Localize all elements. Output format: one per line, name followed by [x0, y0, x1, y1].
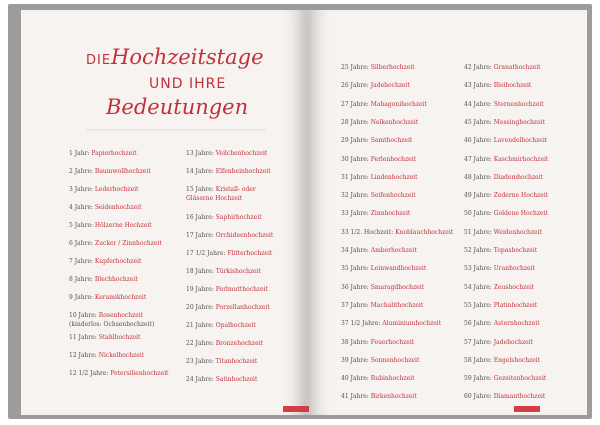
anniversary-entry	[464, 320, 540, 329]
anniversary-entry	[464, 192, 548, 201]
anniversary-entry	[186, 304, 270, 313]
anniversary-entry	[186, 268, 261, 277]
anniversary-entry	[464, 284, 534, 293]
anniversary-entry	[186, 376, 257, 385]
anniversary-year: 16 Jahre:	[186, 214, 216, 221]
anniversary-name: Papierhochzeit	[91, 150, 137, 157]
anniversary-entry	[69, 168, 151, 177]
anniversary-year: 46 Jahre:	[464, 137, 494, 144]
anniversary-entry	[69, 240, 162, 249]
anniversary-name: Silberhochzeit	[370, 64, 415, 71]
anniversary-name: Jadehochzeit	[493, 339, 533, 346]
anniversary-year: 20 Jahre:	[186, 304, 216, 311]
anniversary-entry	[186, 150, 267, 159]
anniversary-year: 48 Jahre:	[464, 174, 494, 181]
anniversary-entry	[464, 357, 540, 366]
anniversary-year: 13 Jahre:	[186, 150, 216, 157]
anniversary-name: Hölzerne Hochzeit	[94, 222, 152, 229]
anniversary-name: Topashochzeit	[493, 247, 538, 254]
ribbon-bookmark-left	[283, 406, 309, 412]
anniversary-entry	[464, 247, 537, 256]
anniversary-entry	[341, 357, 419, 366]
anniversary-name: Bronzehochzeit	[215, 340, 263, 347]
anniversary-entry	[341, 210, 410, 219]
anniversary-year: 2 Jahre:	[69, 168, 95, 175]
anniversary-name: Uranhochzeit	[493, 265, 535, 272]
anniversary-year: 37 1/2 Jahre:	[341, 320, 383, 327]
anniversary-name: Platinhochzeit	[493, 302, 538, 309]
anniversary-year: 41 Jahre:	[341, 393, 371, 400]
anniversary-name: Kristall- oder	[215, 186, 256, 193]
anniversary-entry	[186, 286, 268, 295]
anniversary-name: Aluminiumhochzeit	[382, 320, 442, 327]
anniversary-name: Sternenhochzeit	[493, 101, 544, 108]
anniversary-entry	[186, 186, 256, 203]
anniversary-year: 45 Jahre:	[464, 119, 494, 126]
anniversary-name: Smaragdhochzeit	[370, 284, 424, 291]
anniversary-entry	[464, 174, 543, 183]
anniversary-year: 24 Jahre:	[186, 376, 216, 383]
anniversary-entry	[464, 64, 541, 73]
anniversary-name: Samthochzeit	[370, 137, 413, 144]
anniversary-name: Seidenhochzeit	[94, 204, 142, 211]
anniversary-name: Feuerhochzeit	[370, 339, 415, 346]
anniversary-entry	[69, 312, 154, 329]
anniversary-year: 55 Jahre:	[464, 302, 494, 309]
anniversary-entry	[341, 265, 426, 274]
anniversary-year: 32 Jahre:	[341, 192, 371, 199]
anniversary-entry	[341, 375, 415, 384]
anniversary-entry	[464, 137, 547, 146]
anniversary-name: Knoblauchhochzeit	[395, 229, 454, 236]
anniversary-year: 47 Jahre:	[464, 156, 494, 163]
anniversary-year: 38 Jahre:	[341, 339, 371, 346]
anniversary-name: Saphirhochzeit	[215, 214, 262, 221]
anniversary-name: Flitterhochzeit	[227, 250, 273, 257]
anniversary-entry	[341, 284, 424, 293]
anniversary-year: 37 Jahre:	[341, 302, 371, 309]
anniversary-year: 53 Jahre:	[464, 265, 494, 272]
anniversary-entry	[341, 393, 417, 402]
anniversary-year: 34 Jahre:	[341, 247, 371, 254]
anniversary-entry	[186, 168, 271, 177]
anniversary-year: 56 Jahre:	[464, 320, 494, 327]
anniversary-year: 5 Jahre:	[69, 222, 95, 229]
title-line-bedeutungen: Bedeutungen	[106, 95, 249, 119]
anniversary-entry	[69, 150, 137, 159]
anniversary-name: Blechhochzeit	[94, 276, 138, 283]
anniversary-entry	[186, 250, 272, 259]
anniversary-entry	[69, 204, 142, 213]
anniversary-entry	[186, 340, 263, 349]
anniversary-year: 50 Jahre:	[464, 210, 494, 217]
anniversary-name: Bleihochzeit	[493, 82, 532, 89]
anniversary-name: Goldene Hochzeit	[493, 210, 548, 217]
anniversary-entry	[464, 210, 548, 219]
anniversary-name: Sonnenhochzeit	[370, 357, 420, 364]
title-line-und-ihre: UND IHRE	[149, 76, 227, 92]
anniversary-entry	[69, 258, 141, 267]
anniversary-year: 60 Jahre:	[464, 393, 494, 400]
anniversary-entry	[341, 174, 418, 183]
anniversary-entry	[186, 322, 256, 331]
book-cover	[8, 4, 592, 419]
anniversary-entry	[341, 229, 453, 238]
anniversary-name: Perlenhochzeit	[370, 156, 417, 163]
anniversary-year: 12 Jahre:	[69, 352, 99, 359]
anniversary-name: Petersilienhochzeit	[110, 370, 169, 377]
anniversary-year: 58 Jahre:	[464, 357, 494, 364]
anniversary-entry	[186, 232, 273, 241]
anniversary-year: 35 Jahre:	[341, 265, 371, 272]
anniversary-year: 42 Jahre:	[464, 64, 494, 71]
anniversary-year: 27 Jahre:	[341, 101, 371, 108]
anniversary-name: Lederhochzeit	[94, 186, 139, 193]
anniversary-year: 26 Jahre:	[341, 82, 371, 89]
anniversary-name: Machalithochzeit	[370, 302, 424, 309]
anniversary-name-cont: Gläserne Hochzeit	[186, 194, 243, 202]
anniversary-name: Gezeitenhochzeit	[493, 375, 547, 382]
anniversary-name: Engelshochzeit	[493, 357, 541, 364]
anniversary-entry	[341, 156, 416, 165]
anniversary-name: Zucker / Zinnhochzeit	[94, 240, 162, 247]
anniversary-year: 19 Jahre:	[186, 286, 216, 293]
anniversary-entry	[341, 82, 410, 91]
anniversary-year: 17 Jahre:	[186, 232, 216, 239]
anniversary-year: 54 Jahre:	[464, 284, 494, 291]
anniversary-name: Kaschmirhochzeit	[493, 156, 549, 163]
anniversary-entry	[69, 294, 146, 303]
anniversary-year: 28 Jahre:	[341, 119, 371, 126]
anniversary-name: Titanhochzeit	[215, 358, 258, 365]
anniversary-entry	[341, 302, 423, 311]
anniversary-entry	[464, 101, 544, 110]
anniversary-year: 36 Jahre:	[341, 284, 371, 291]
anniversary-year: 4 Jahre:	[69, 204, 95, 211]
anniversary-name: Zeushochzeit	[493, 284, 535, 291]
anniversary-name: Nickelhochzeit	[98, 352, 145, 359]
anniversary-name: Rosenhochzeit	[98, 312, 144, 319]
anniversary-year: 1 Jahr:	[69, 150, 92, 157]
anniversary-year: 8 Jahre:	[69, 276, 95, 283]
anniversary-entry	[341, 64, 415, 73]
anniversary-name: Stahlhochzeit	[98, 334, 141, 341]
anniversary-entry	[464, 302, 537, 311]
anniversary-name: Birkenhochzeit	[370, 393, 417, 400]
anniversary-name: Diamanthochzeit	[493, 393, 546, 400]
anniversary-name: Keramikhochzeit	[94, 294, 147, 301]
anniversary-name: Amberhochzeit	[370, 247, 417, 254]
page-title	[76, 44, 276, 144]
anniversary-year: 14 Jahre:	[186, 168, 216, 175]
title-line-hochzeitstage: Hochzeitstage	[111, 45, 264, 69]
anniversary-name: Perlmutthochzeit	[215, 286, 268, 293]
anniversary-entry	[464, 393, 545, 402]
anniversary-entry	[341, 137, 412, 146]
anniversary-entry	[341, 247, 417, 256]
anniversary-name: Lindenhochzeit	[370, 174, 418, 181]
ribbon-bookmark-right	[514, 406, 540, 412]
anniversary-year: 30 Jahre:	[341, 156, 371, 163]
left-page	[21, 10, 306, 415]
anniversary-name: Kupferhochzeit	[94, 258, 142, 265]
anniversary-entry	[341, 101, 427, 110]
anniversary-year: 33 Jahre:	[341, 210, 371, 217]
anniversary-year: 11 Jahre:	[69, 334, 99, 341]
anniversary-year: 39 Jahre:	[341, 357, 371, 364]
anniversary-name: Opalhochzeit	[215, 322, 256, 329]
anniversary-name: Nelkenhochzeit	[370, 119, 419, 126]
anniversary-name: Leinwandhochzeit	[370, 265, 427, 272]
anniversary-year: 52 Jahre:	[464, 247, 494, 254]
anniversary-name: Weidenhochzeit	[493, 229, 542, 236]
anniversary-year: 23 Jahre:	[186, 358, 216, 365]
anniversary-name: Zinnhochzeit	[370, 210, 411, 217]
anniversary-entry	[464, 265, 535, 274]
anniversary-year: 49 Jahre:	[464, 192, 494, 199]
title-line-die: DIE	[86, 53, 112, 68]
anniversary-year: 17 1/2 Jahre:	[186, 250, 228, 257]
anniversary-entry	[69, 222, 152, 231]
anniversary-name: Granathochzeit	[493, 64, 541, 71]
anniversary-year: 25 Jahre:	[341, 64, 371, 71]
anniversary-name: Seifenhochzeit	[370, 192, 416, 199]
anniversary-year: 51 Jahre:	[464, 229, 494, 236]
anniversary-name: Türkishochzeit	[215, 268, 261, 275]
anniversary-year: 12 1/2 Jahre:	[69, 370, 111, 377]
anniversary-year: 43 Jahre:	[464, 82, 494, 89]
anniversary-year: 31 Jahre:	[341, 174, 371, 181]
anniversary-year: 33 1/2. Hochzeit:	[341, 229, 396, 236]
anniversary-year: 59 Jahre:	[464, 375, 494, 382]
anniversary-entry	[341, 192, 416, 201]
anniversary-name: Jadehochzeit	[370, 82, 410, 89]
anniversary-name: Diademhochzeit	[493, 174, 543, 181]
anniversary-entry	[464, 339, 533, 348]
anniversary-year: 9 Jahre:	[69, 294, 95, 301]
anniversary-name: Orchideenhochzeit	[215, 232, 274, 239]
anniversary-entry	[341, 320, 441, 329]
anniversary-year: 57 Jahre:	[464, 339, 494, 346]
anniversary-year: 29 Jahre:	[341, 137, 371, 144]
anniversary-name: Messinghochzeit	[493, 119, 545, 126]
anniversary-year: 22 Jahre:	[186, 340, 216, 347]
anniversary-entry	[464, 156, 548, 165]
anniversary-entry	[186, 214, 262, 223]
anniversary-name: Veilchenhochzeit	[215, 150, 268, 157]
anniversary-entry	[69, 334, 140, 343]
anniversary-name: Porzellanhochzeit	[215, 304, 270, 311]
anniversary-year: 18 Jahre:	[186, 268, 216, 275]
anniversary-entry	[464, 375, 546, 384]
anniversary-name: Zederne Hochzeit	[493, 192, 549, 199]
anniversary-entry	[69, 186, 138, 195]
anniversary-name: Satinhochzeit	[215, 376, 258, 383]
anniversary-name: Asternhochzeit	[493, 320, 540, 327]
anniversary-year: 3 Jahre:	[69, 186, 95, 193]
anniversary-entry	[69, 370, 168, 379]
anniversary-name: Baumwollhochzeit	[94, 168, 151, 175]
anniversary-name: Elfenbeinhochzeit	[215, 168, 271, 175]
anniversary-year: 40 Jahre:	[341, 375, 371, 382]
anniversary-year: 21 Jahre:	[186, 322, 216, 329]
anniversary-name: Lavendelhochzeit	[493, 137, 548, 144]
right-page	[308, 10, 587, 415]
anniversary-year: 6 Jahre:	[69, 240, 95, 247]
anniversary-entry	[69, 276, 138, 285]
anniversary-entry	[341, 339, 414, 348]
anniversary-note: (kinderlos: Ochsenhochzeit)	[69, 320, 155, 328]
anniversary-entry	[69, 352, 144, 361]
anniversary-year: 15 Jahre:	[186, 186, 216, 193]
anniversary-entry	[341, 119, 418, 128]
anniversary-year: 7 Jahre:	[69, 258, 95, 265]
anniversary-entry	[464, 82, 531, 91]
anniversary-year: 10 Jahre:	[69, 312, 99, 319]
anniversary-year: 44 Jahre:	[464, 101, 494, 108]
anniversary-name: Rubinhochzeit	[370, 375, 415, 382]
anniversary-name: Mahagonihochzeit	[370, 101, 427, 108]
anniversary-entry	[464, 119, 545, 128]
anniversary-entry	[464, 229, 542, 238]
anniversary-entry	[186, 358, 257, 367]
